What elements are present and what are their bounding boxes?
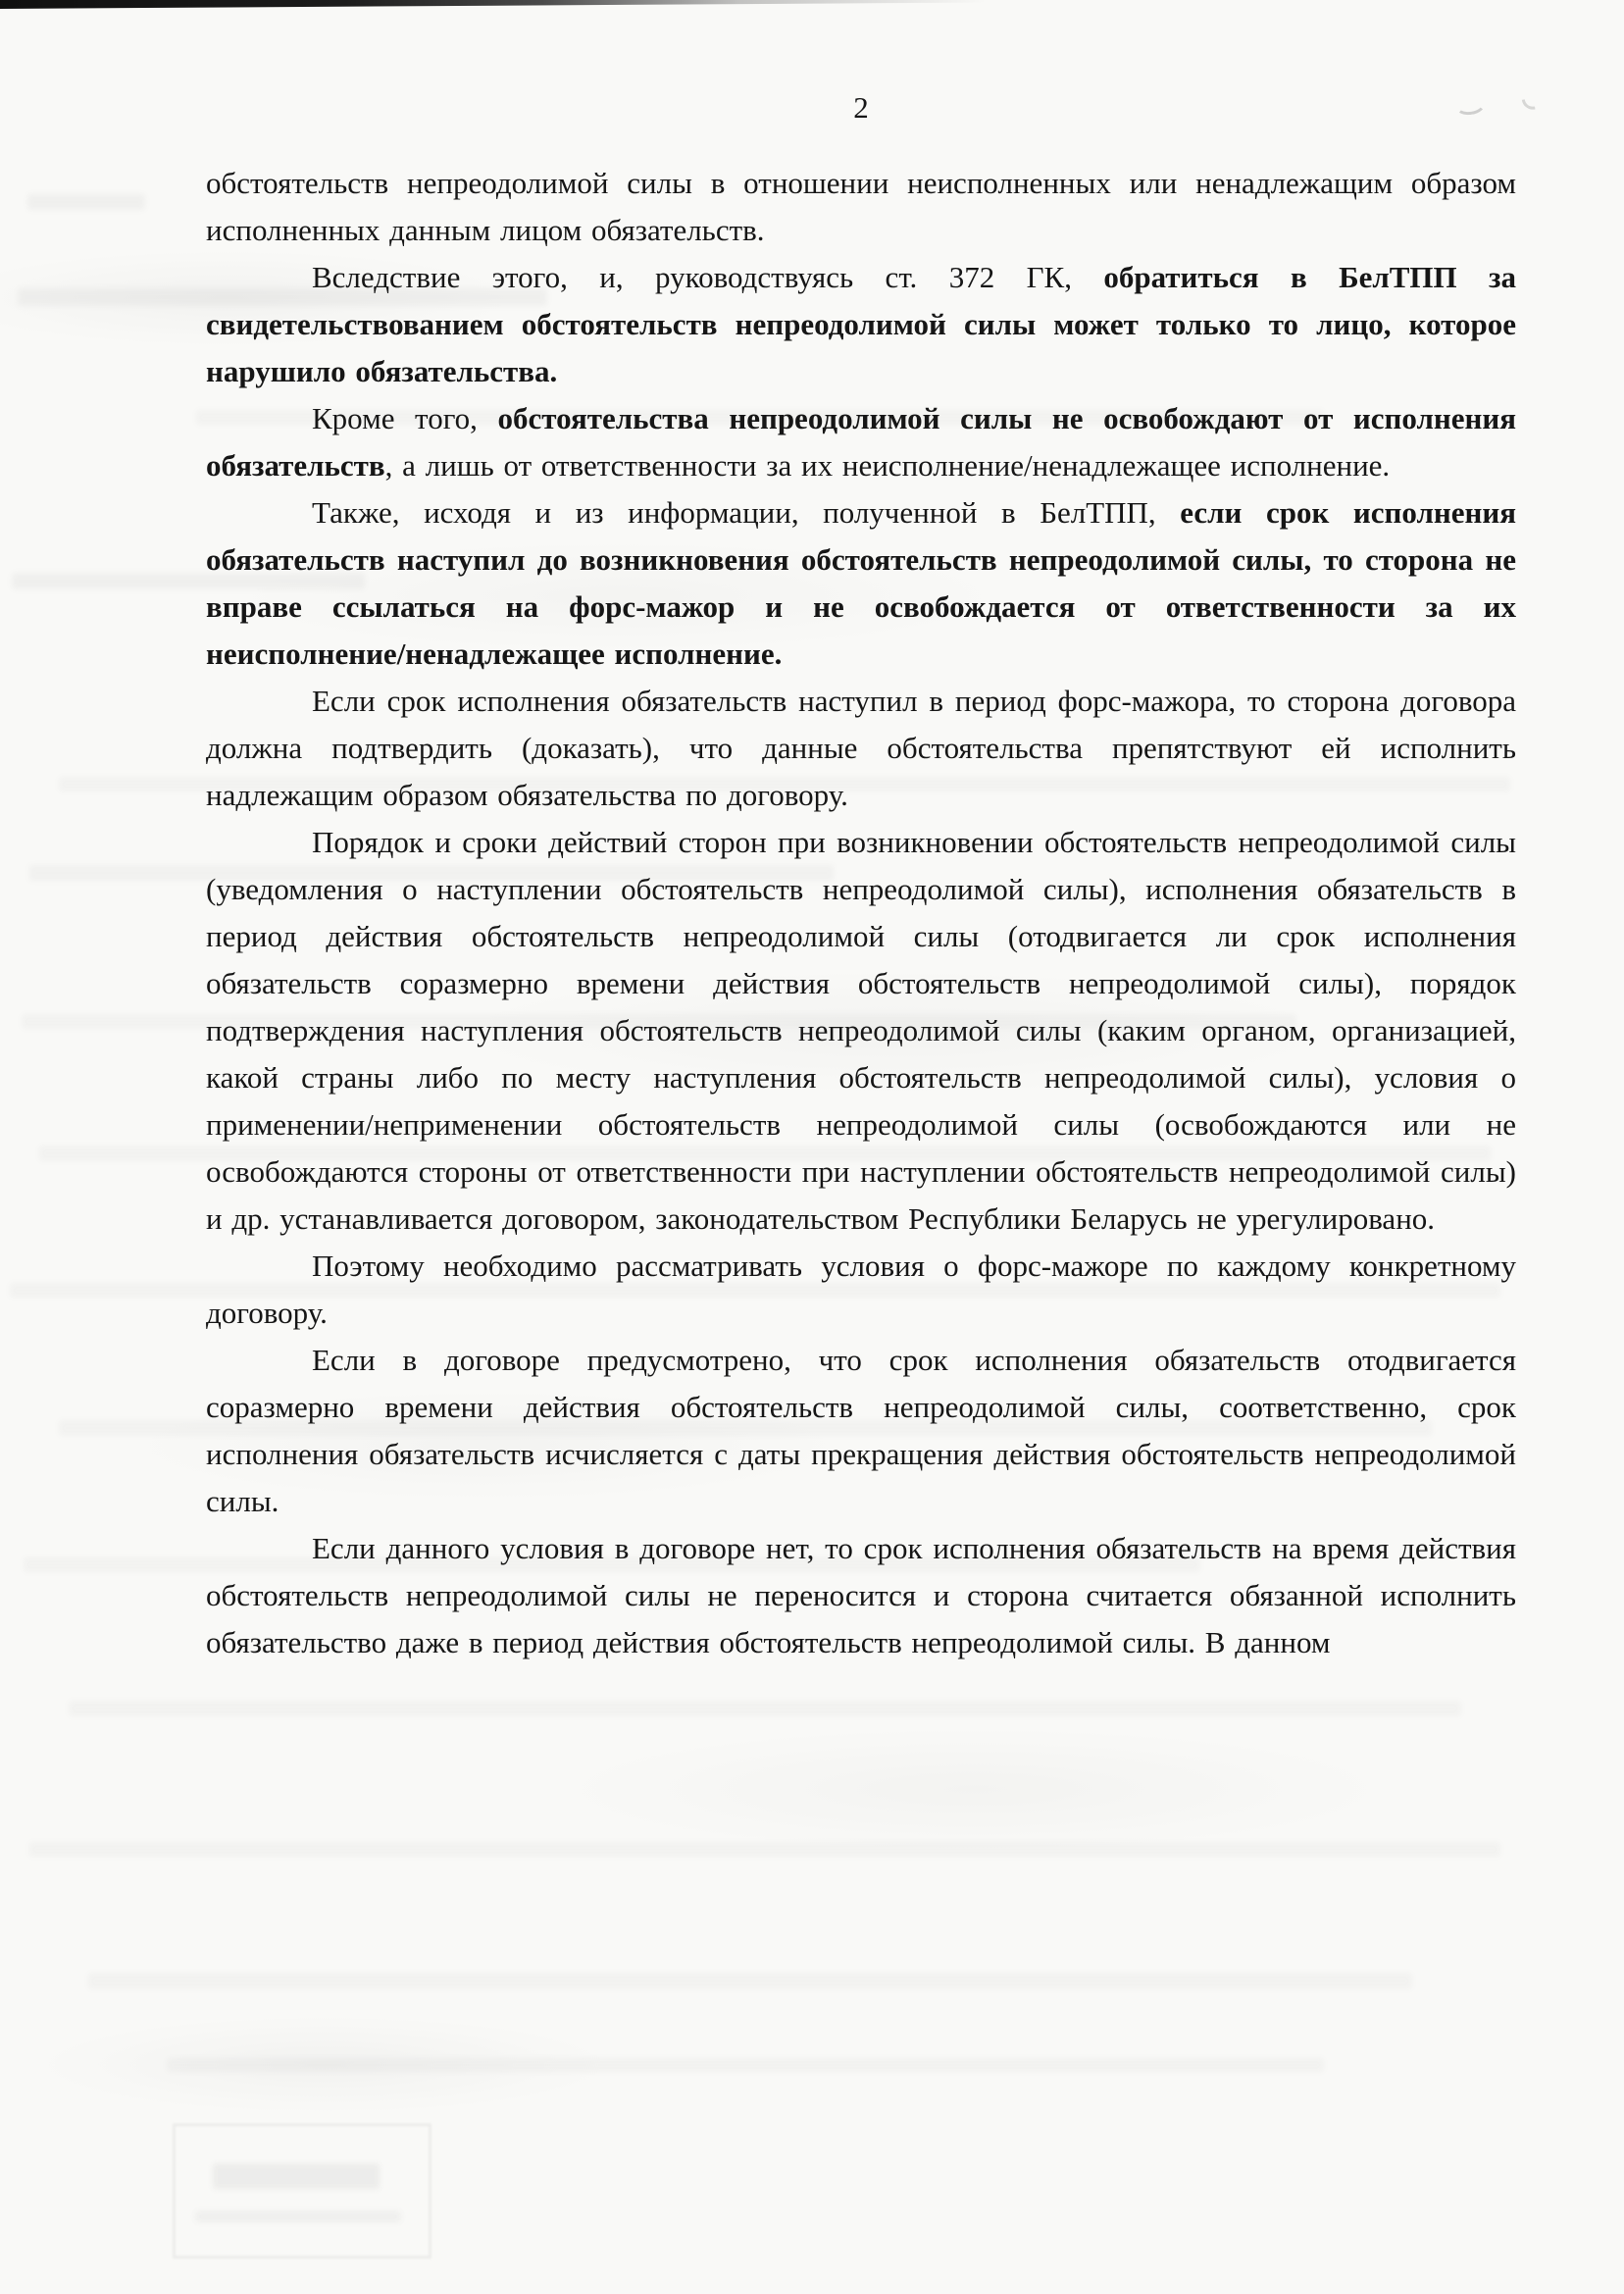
stamp-bleedthrough-artifact bbox=[195, 2211, 401, 2222]
paragraph-4 bbox=[206, 489, 1516, 678]
paragraph-8 bbox=[206, 1337, 1516, 1525]
text-run-bold: если срок исполнения обязательств наступил до возникновения обстоятельств непреодолимой силы, то сторона не вправе ссылаться на форс-мажор и не освобождается от ответственности за их неисполнение/ненадлежащее исполнение. bbox=[206, 495, 1516, 671]
paragraph-1 bbox=[206, 160, 1516, 254]
paragraph-5 bbox=[206, 678, 1516, 819]
text-run: Если срок исполнения обязательств наступил в период форс-мажора, то сторона договора должна подтвердить (доказать), что данные обстоятельства препятствуют ей исполнить надлежащим образом обязательства по договору. bbox=[206, 684, 1516, 812]
text-run-bold: обратиться в БелТПП за свидетельствованием обстоятельств непреодолимой силы может только то лицо, которое нарушило обязательства. bbox=[206, 260, 1516, 388]
page-number: 2 bbox=[853, 90, 869, 125]
paragraph-7 bbox=[206, 1243, 1516, 1337]
scan-mark-artifact bbox=[1517, 79, 1551, 114]
scan-edge-artifact bbox=[0, 0, 986, 9]
paragraph-9 bbox=[206, 1525, 1516, 1666]
paragraph-3 bbox=[206, 395, 1516, 489]
text-run: Если в договоре предусмотрено, что срок исполнения обязательств отодвигается соразмерно времени действия обстоятельств непреодолимой силы, соответственно, срок исполнения обязательств исчисляется с даты прекращения действия обстоятельств непреодолимой силы. bbox=[206, 1343, 1516, 1518]
stamp-bleedthrough-artifact bbox=[213, 2164, 380, 2189]
bleedthrough-artifact bbox=[88, 1973, 1412, 1989]
text-run: Порядок и сроки действий сторон при возникновении обстоятельств непреодолимой силы (уведомления о наступлении обстоятельств непреодолимой силы), исполнения обязательств в период действия обстоятельств непреодолимой силы (отодвигается ли срок исполнения обязательств соразмерно времени действия обстоятельств непреодолимой силы), порядок подтверждения наступления обстоятельств непреодолимой силы (каким органом, организацией, какой страны либо по месту наступления обстоятельств непреодолимой силы), условия о применении/неприменении обстоятельств непреодолимой силы (освобождаются или не освобождаются стороны от ответственности при наступлении обстоятельств непреодолимой силы) и др. устанавливается договором, законодательством Республики Беларусь не урегулировано. bbox=[206, 825, 1516, 1236]
paragraph-6 bbox=[206, 819, 1516, 1243]
document-body bbox=[206, 160, 1516, 1666]
text-run: Кроме того, bbox=[312, 401, 498, 435]
bleedthrough-artifact bbox=[27, 194, 145, 210]
stamp-bleedthrough-artifact bbox=[173, 2123, 431, 2259]
bleedthrough-artifact bbox=[69, 1701, 1461, 1716]
text-run: Поэтому необходимо рассматривать условия о форс-мажоре по каждому конкретному договору. bbox=[206, 1249, 1516, 1330]
bleedthrough-artifact bbox=[29, 1842, 1500, 1857]
paragraph-2 bbox=[206, 254, 1516, 395]
text-run: обстоятельств непреодолимой силы в отношении неисполненных или ненадлежащим образом исполненных данным лицом обязательств. bbox=[206, 166, 1516, 247]
bleedthrough-artifact bbox=[167, 2058, 1324, 2072]
text-run-bold: обстоятельства непреодолимой силы не освобождают от исполнения обязательств bbox=[206, 401, 1516, 483]
text-run: , а лишь от ответственности за их неисполнение/ненадлежащее исполнение. bbox=[384, 448, 1391, 483]
text-run: Если данного условия в договоре нет, то срок исполнения обязательств на время действия обстоятельств непреодолимой силы не переносится и сторона считается обязанной исполнить обязательство даже в период действия обстоятельств непреодолимой силы. В данном bbox=[206, 1531, 1516, 1659]
text-run: Вследствие этого, и, руководствуясь ст. 372 ГК, bbox=[312, 260, 1104, 294]
paragraphs bbox=[206, 160, 1516, 1666]
text-run: Также, исходя и из информации, полученной в БелТПП, bbox=[312, 495, 1181, 530]
